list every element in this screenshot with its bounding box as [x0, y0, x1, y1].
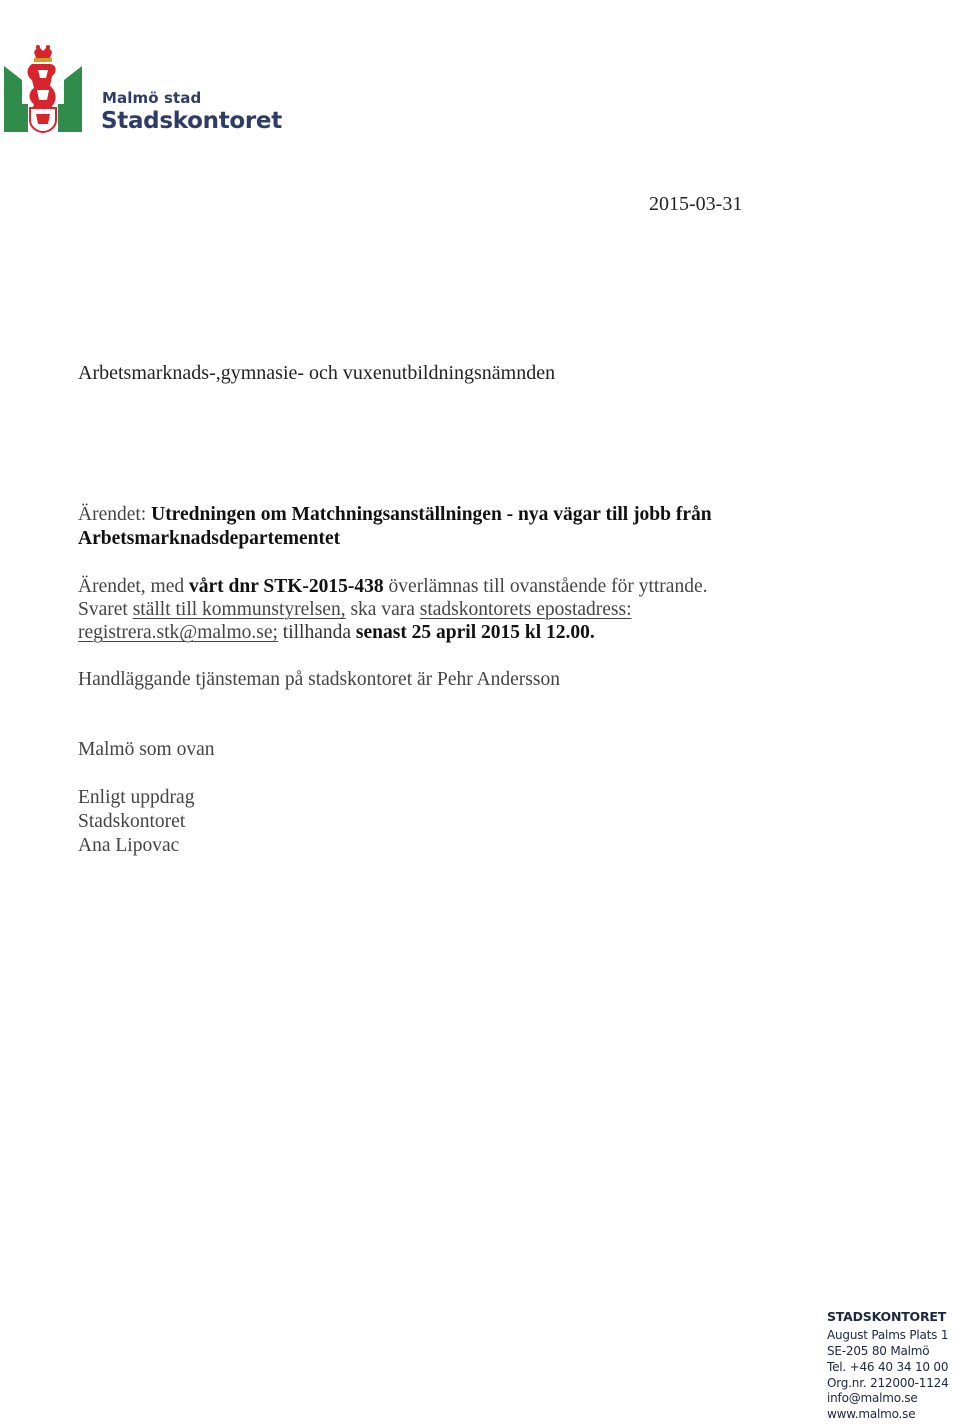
registration-email-link[interactable]: registrera.stk@malmo.se; [78, 622, 278, 643]
footer-address-city: SE-205 80 Malmö [827, 1344, 930, 1358]
footer-org-number: Org.nr. 212000-1124 [827, 1376, 949, 1390]
signature-line-1: Enligt uppdrag [78, 787, 195, 808]
coat-of-arms-icon [4, 44, 82, 134]
org-name: Malmö stad [102, 89, 202, 107]
p2-text-a: Svaret [78, 599, 133, 620]
p1-text-a: Ärendet, med [78, 576, 190, 597]
p2-email-label: stadskontorets epostadress: [419, 599, 632, 620]
signature-name: Ana Lipovac [78, 835, 180, 856]
subject-title-part1: Utredningen om Matchningsanställningen - nya vägar till jobb från [151, 504, 712, 525]
footer-website-link[interactable]: www.malmo.se [827, 1407, 916, 1421]
footer-phone: Tel. +46 40 34 10 00 [827, 1360, 949, 1374]
p2-addressed-to: ställt till kommunstyrelsen, [132, 599, 346, 620]
subject-line [78, 503, 712, 527]
handler-line: Handläggande tjänsteman på stadskontoret är Pehr Andersson [78, 669, 560, 690]
malmo-coat-of-arms-logo [4, 44, 82, 134]
document-date: 2015-03-31 [649, 193, 743, 215]
subject-prefix: Ärendet: [78, 504, 152, 525]
deadline: senast 25 april 2015 kl 12.00. [355, 622, 595, 643]
paragraph-line-3 [78, 621, 595, 645]
case-number: vårt dnr STK-2015-438 [189, 576, 384, 597]
footer-address-street: August Palms Plats 1 [827, 1328, 949, 1342]
subject-line-2 [78, 527, 340, 551]
recipient: Arbetsmarknads-,gymnasie- och vuxenutbildningsnämnden [78, 362, 556, 384]
p2-text-c: ska vara [345, 599, 420, 620]
subject-title-part2: Arbetsmarknadsdepartementet [78, 528, 341, 549]
paragraph-line-1 [78, 575, 707, 599]
closing-line: Malmö som ovan [78, 739, 215, 760]
paragraph-line-2 [78, 598, 632, 622]
signature-line-2: Stadskontoret [78, 811, 186, 832]
footer-email-link[interactable]: info@malmo.se [827, 1391, 918, 1405]
p3-text-b: tillhanda [277, 622, 356, 643]
footer-title: STADSKONTORET [827, 1309, 947, 1324]
department-name: Stadskontoret [101, 108, 282, 134]
p1-text-c: överlämnas till ovanstående för yttrande. [383, 576, 708, 597]
